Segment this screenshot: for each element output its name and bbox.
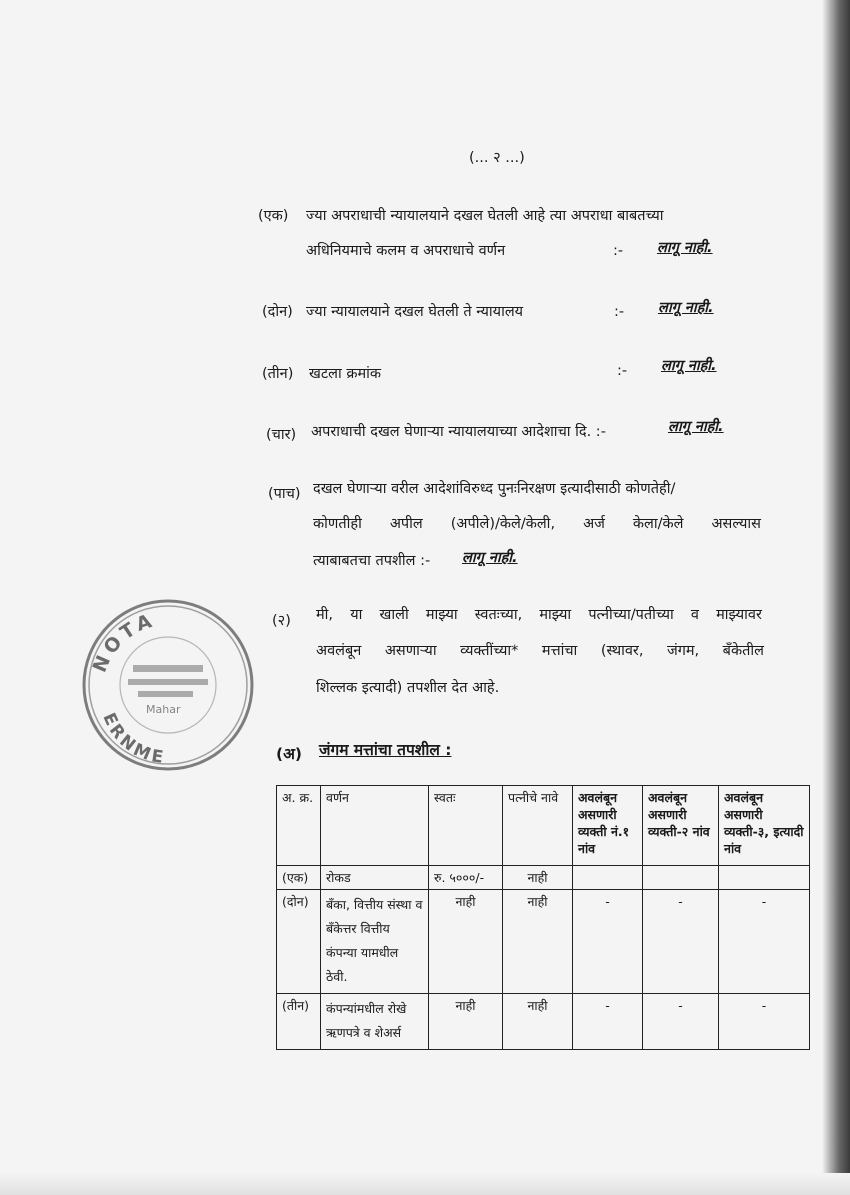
table-row — [277, 994, 810, 1050]
word: माझ्यावर — [716, 607, 762, 623]
section-title-text: जंगम मत्तांचा तपशील : — [319, 741, 452, 759]
item-1-separator: :- — [613, 243, 624, 259]
item-2-value: लागू नाही. — [658, 300, 714, 316]
stamp-bottom-text: ERNME — [98, 709, 168, 769]
word: अवलंबून — [316, 643, 362, 659]
cell-dependent-3: - — [719, 890, 810, 994]
cell-spouse: नाही — [503, 890, 573, 994]
word: केला/केले — [632, 516, 684, 532]
item-1-text-line1: ज्या अपराधाची न्यायालयाने दखल घेतली आहे त्या अपराधा बाबतच्या — [306, 208, 664, 224]
word: कोणतीही — [313, 516, 362, 532]
stamp-top-text: NOTA — [88, 609, 159, 676]
item-5-text-line3: त्याबाबतचा तपशील :- — [313, 553, 431, 569]
cell-dependent-2 — [643, 866, 719, 890]
word: (अपीले)/केले/केली, — [450, 516, 556, 532]
item-5-number: (पाच) — [268, 486, 301, 502]
section-title — [319, 740, 451, 760]
item-2-number: (दोन) — [262, 304, 293, 320]
item-5-value: लागू नाही. — [462, 550, 518, 566]
item-1-text-line2: अधिनियमाचे कलम व अपराधाचे वर्णन — [306, 243, 506, 259]
header-dependent-3: अवलंबून असणारी व्यक्ती-३, इत्यादी नांव — [719, 786, 810, 866]
cell-description: कंपन्यांमधील रोखे ऋणपत्रे व शेअर्स — [321, 994, 429, 1050]
cell-self: नाही — [429, 994, 503, 1050]
cell-dependent-1 — [573, 866, 643, 890]
word: माझ्या — [425, 607, 458, 623]
para-2-line3: शिल्लक इत्यादी) तपशील देत आहे. — [316, 680, 500, 696]
movable-assets-table — [276, 785, 810, 1050]
notary-stamp — [78, 595, 258, 775]
item-4-value: लागू नाही. — [668, 419, 724, 435]
word: असल्यास — [711, 516, 761, 532]
header-serial: अ. क्र. — [277, 786, 321, 866]
stamp-inner-text: Mahar — [146, 703, 181, 716]
cell-serial: (एक) — [277, 866, 321, 890]
cell-self: नाही — [429, 890, 503, 994]
cell-dependent-2: - — [643, 890, 719, 994]
cell-serial: (तीन) — [277, 994, 321, 1050]
word: मत्तांचा — [541, 643, 578, 659]
item-1-number: (एक) — [258, 208, 289, 224]
section-number: (अ) — [276, 745, 303, 763]
table-header-row — [277, 786, 810, 866]
header-description: वर्णन — [321, 786, 429, 866]
header-dependent-1: अवलंबून असणारी व्यक्ती नं.१ नांव — [573, 786, 643, 866]
word: बँकेतील — [722, 643, 764, 659]
word: या — [350, 607, 363, 623]
svg-text:ERNME — [98, 710, 167, 768]
cell-spouse: नाही — [503, 994, 573, 1050]
item-4-number: (चार) — [266, 427, 297, 443]
item-5-text-line1: दखल घेणाऱ्या वरील आदेशांविरुध्द पुनःनिरक्षण इत्यादीसाठी कोणतेही/ — [313, 481, 676, 497]
item-4-text: अपराधाची दखल घेणाऱ्या न्यायालयाच्या आदेशाचा दि. :- — [311, 424, 606, 440]
word: अर्ज — [583, 516, 605, 532]
word: व्यक्तींच्या* — [460, 643, 519, 659]
cell-description: बँका, वित्तीय संस्था व बँकेत्तर वित्तीय कंपन्या यामधील ठेवी. — [321, 890, 429, 994]
item-2-separator: :- — [614, 304, 625, 320]
cell-description: रोकड — [321, 866, 429, 890]
cell-self: रु. ५०००/- — [429, 866, 503, 890]
item-5-text-line2 — [313, 514, 761, 534]
scan-edge — [0, 1173, 850, 1195]
word: मी, — [316, 607, 334, 623]
item-3-separator: :- — [617, 363, 628, 379]
table-row — [277, 890, 810, 994]
para-2-line2 — [316, 641, 764, 661]
header-dependent-2: अवलंबून असणारी व्यक्ती-२ नांव — [643, 786, 719, 866]
header-self: स्वतः — [429, 786, 503, 866]
item-3-number: (तीन) — [262, 366, 294, 382]
word: माझ्या — [539, 607, 572, 623]
item-1-value: लागू नाही. — [657, 240, 713, 256]
item-3-text: खटला क्रमांक — [309, 366, 382, 382]
item-3-value: लागू नाही. — [661, 358, 717, 374]
page-marker: (... २ ...) — [469, 150, 525, 166]
word: खाली — [379, 607, 409, 623]
word: स्वतःच्या, — [474, 607, 523, 623]
cell-dependent-3 — [719, 866, 810, 890]
cell-serial: (दोन) — [277, 890, 321, 994]
cell-dependent-3: - — [719, 994, 810, 1050]
header-spouse: पत्नीचे नावे — [503, 786, 573, 866]
cell-dependent-1: - — [573, 994, 643, 1050]
word: (स्थावर, — [600, 643, 644, 659]
cell-spouse: नाही — [503, 866, 573, 890]
word: जंगम, — [666, 643, 700, 659]
word: पत्नीच्या/पतीच्या — [588, 607, 674, 623]
cell-dependent-1: - — [573, 890, 643, 994]
para-2-number: (२) — [272, 613, 291, 629]
word: व — [690, 607, 699, 623]
word: अपील — [389, 516, 423, 532]
cell-dependent-2: - — [643, 994, 719, 1050]
table-row — [277, 866, 810, 890]
word: असणाऱ्या — [384, 643, 437, 659]
para-2-line1 — [316, 605, 762, 625]
item-2-text: ज्या न्यायालयाने दखल घेतली ते न्यायालय — [306, 304, 524, 320]
